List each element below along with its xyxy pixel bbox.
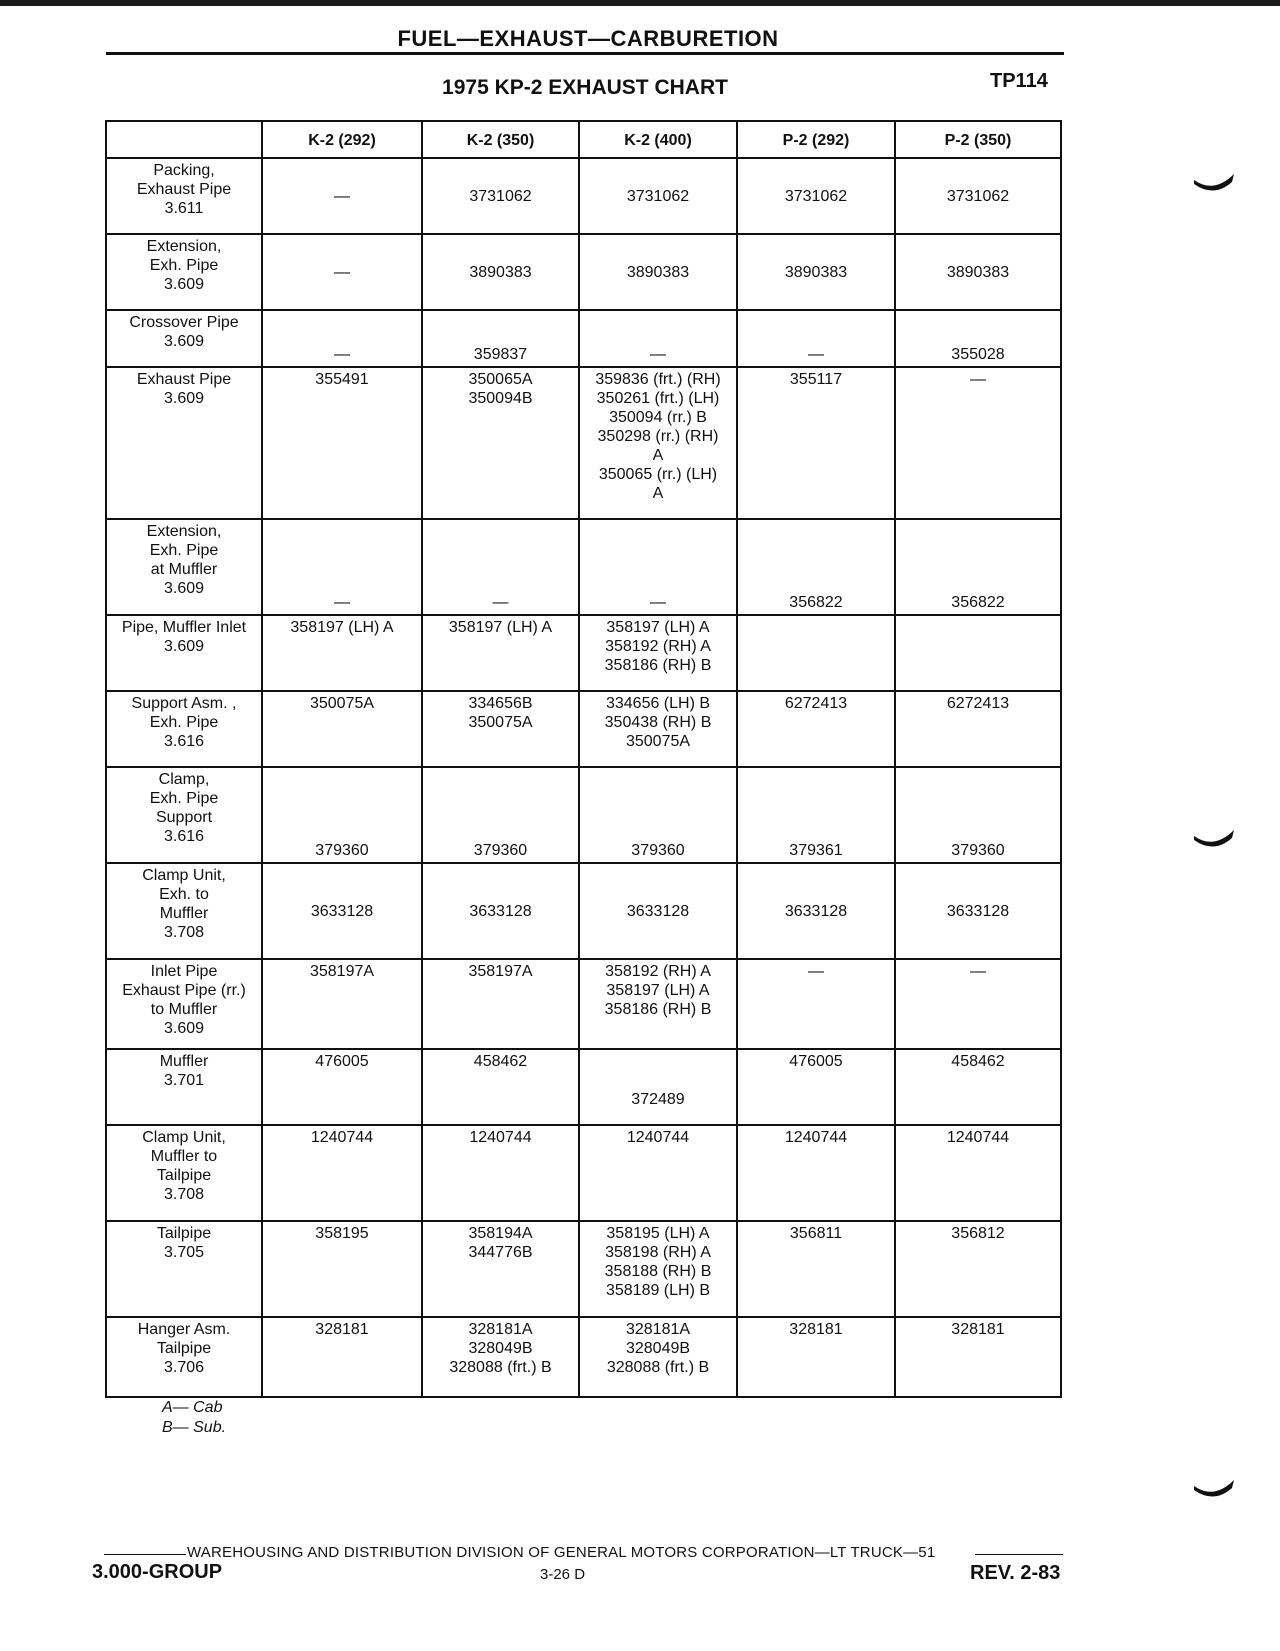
table-cell: 359836 (frt.) (RH) 350261 (frt.) (LH) 350094 (rr.) B 350298 (rr.) (RH) A 350065 (rr.) (LH) A bbox=[579, 367, 737, 519]
table-cell: 458462 bbox=[895, 1049, 1061, 1125]
table-cell: 379360 bbox=[895, 767, 1061, 863]
table-cell: — bbox=[579, 519, 737, 615]
table-cell: 1240744 bbox=[895, 1125, 1061, 1221]
table-cell: 3633128 bbox=[579, 863, 737, 959]
row-label: Exhaust Pipe 3.609 bbox=[106, 367, 262, 519]
row-label: Support Asm. , Exh. Pipe 3.616 bbox=[106, 691, 262, 767]
table-cell: 358194A 344776B bbox=[422, 1221, 579, 1317]
legend bbox=[162, 1398, 226, 1438]
table-cell: 355491 bbox=[262, 367, 422, 519]
table-row bbox=[106, 1125, 1061, 1221]
table-cell: — bbox=[737, 959, 895, 1049]
table-cell: 328181 bbox=[737, 1317, 895, 1397]
table-row bbox=[106, 1317, 1061, 1397]
table-cell: 350075A bbox=[262, 691, 422, 767]
table-cell: 372489 bbox=[579, 1049, 737, 1125]
table-cell: — bbox=[422, 519, 579, 615]
table-cell: 355117 bbox=[737, 367, 895, 519]
binder-mark-icon bbox=[1192, 828, 1238, 848]
table-cell: 358195 (LH) A 358198 (RH) A 358188 (RH) B 358189 (LH) B bbox=[579, 1221, 737, 1317]
table-cell: 355028 bbox=[895, 310, 1061, 367]
table-row bbox=[106, 615, 1061, 691]
legend-item: B— Sub. bbox=[162, 1419, 227, 1436]
table-cell: 3890383 bbox=[737, 234, 895, 310]
binder-mark-icon bbox=[1192, 172, 1238, 192]
table-cell: 3731062 bbox=[895, 158, 1061, 234]
table-row bbox=[106, 863, 1061, 959]
table-cell: — bbox=[262, 310, 422, 367]
footer-rule-right bbox=[975, 1554, 1063, 1555]
table-cell: 358195 bbox=[262, 1221, 422, 1317]
table-cell: 3633128 bbox=[262, 863, 422, 959]
column-header: P-2 (350) bbox=[895, 121, 1061, 158]
table-cell: 328181A 328049B 328088 (frt.) B bbox=[422, 1317, 579, 1397]
table-cell: 358197 (LH) A bbox=[422, 615, 579, 691]
table-cell: 328181 bbox=[895, 1317, 1061, 1397]
table-cell: 3731062 bbox=[737, 158, 895, 234]
binder-mark-icon bbox=[1192, 1478, 1238, 1498]
table-cell: 3633128 bbox=[422, 863, 579, 959]
table-cell: 356811 bbox=[737, 1221, 895, 1317]
section-title: FUEL—EXHAUST—CARBURETION bbox=[397, 26, 779, 51]
table-cell: — bbox=[895, 959, 1061, 1049]
footer-publisher-line: WAREHOUSING AND DISTRIBUTION DIVISION OF GENERAL MOTORS CORPORATION—LT TRUCK—51 bbox=[187, 1544, 936, 1561]
table-cell: 334656 (LH) B 350438 (RH) B 350075A bbox=[579, 691, 737, 767]
row-label: Clamp, Exh. Pipe Support 3.616 bbox=[106, 767, 262, 863]
table-row bbox=[106, 767, 1061, 863]
row-label: Clamp Unit, Muffler to Tailpipe 3.708 bbox=[106, 1125, 262, 1221]
row-label: Inlet Pipe Exhaust Pipe (rr.) to Muffler 3.609 bbox=[106, 959, 262, 1049]
table-cell: 6272413 bbox=[895, 691, 1061, 767]
legend-item: A— Cab bbox=[162, 1399, 223, 1416]
table-cell: 356822 bbox=[895, 519, 1061, 615]
row-label: Muffler 3.701 bbox=[106, 1049, 262, 1125]
table-row bbox=[106, 310, 1061, 367]
table-cell: 6272413 bbox=[737, 691, 895, 767]
column-header bbox=[106, 121, 262, 158]
title-underline bbox=[106, 52, 1064, 55]
chart-title: 1975 KP-2 EXHAUST CHART bbox=[442, 76, 728, 99]
table-row bbox=[106, 959, 1061, 1049]
row-label: Extension, Exh. Pipe at Muffler 3.609 bbox=[106, 519, 262, 615]
table-cell: 358197A bbox=[262, 959, 422, 1049]
table-cell: 358192 (RH) A 358197 (LH) A 358186 (RH) B bbox=[579, 959, 737, 1049]
table-cell: 1240744 bbox=[422, 1125, 579, 1221]
table-cell: — bbox=[262, 519, 422, 615]
row-label: Pipe, Muffler Inlet 3.609 bbox=[106, 615, 262, 691]
table-cell: — bbox=[737, 310, 895, 367]
table-cell: 328181A 328049B 328088 (frt.) B bbox=[579, 1317, 737, 1397]
table-cell: 350065A 350094B bbox=[422, 367, 579, 519]
table-cell: 334656B 350075A bbox=[422, 691, 579, 767]
table-cell: 358197A bbox=[422, 959, 579, 1049]
table-row bbox=[106, 1049, 1061, 1125]
table-cell: — bbox=[262, 158, 422, 234]
row-label: Packing, Exhaust Pipe 3.611 bbox=[106, 158, 262, 234]
exhaust-chart-table bbox=[105, 120, 1062, 1398]
table-cell: 379360 bbox=[579, 767, 737, 863]
table-cell: 1240744 bbox=[579, 1125, 737, 1221]
row-label: Hanger Asm. Tailpipe 3.706 bbox=[106, 1317, 262, 1397]
table-row bbox=[106, 367, 1061, 519]
table-cell: 379360 bbox=[262, 767, 422, 863]
footer-rule-left bbox=[104, 1554, 186, 1555]
table-cell: 476005 bbox=[262, 1049, 422, 1125]
table-cell: 3731062 bbox=[579, 158, 737, 234]
column-header: P-2 (292) bbox=[737, 121, 895, 158]
table-cell: — bbox=[895, 367, 1061, 519]
footer-page-number: 3-26 D bbox=[540, 1566, 586, 1583]
table-cell: 3633128 bbox=[895, 863, 1061, 959]
table-cell bbox=[895, 615, 1061, 691]
table-header-row bbox=[106, 121, 1061, 158]
table-cell: — bbox=[579, 310, 737, 367]
table-row bbox=[106, 1221, 1061, 1317]
table-row bbox=[106, 158, 1061, 234]
column-header: K-2 (350) bbox=[422, 121, 579, 158]
table-cell: 3890383 bbox=[579, 234, 737, 310]
row-label: Crossover Pipe 3.609 bbox=[106, 310, 262, 367]
table-cell: 356812 bbox=[895, 1221, 1061, 1317]
table-row bbox=[106, 519, 1061, 615]
table-cell: 328181 bbox=[262, 1317, 422, 1397]
table-cell: 476005 bbox=[737, 1049, 895, 1125]
table-cell: 458462 bbox=[422, 1049, 579, 1125]
footer-revision: REV. 2-83 bbox=[970, 1562, 1061, 1584]
table-cell: — bbox=[262, 234, 422, 310]
table-row bbox=[106, 691, 1061, 767]
table-cell: 1240744 bbox=[262, 1125, 422, 1221]
table-cell: 3890383 bbox=[422, 234, 579, 310]
column-header: K-2 (292) bbox=[262, 121, 422, 158]
row-label: Clamp Unit, Exh. to Muffler 3.708 bbox=[106, 863, 262, 959]
table-cell: 3633128 bbox=[737, 863, 895, 959]
column-header: K-2 (400) bbox=[579, 121, 737, 158]
table-cell: 356822 bbox=[737, 519, 895, 615]
table-cell: 1240744 bbox=[737, 1125, 895, 1221]
table-cell: 359837 bbox=[422, 310, 579, 367]
table-cell: 358197 (LH) A bbox=[262, 615, 422, 691]
table-cell: 358197 (LH) A 358192 (RH) A 358186 (RH) B bbox=[579, 615, 737, 691]
table-cell: 3731062 bbox=[422, 158, 579, 234]
row-label: Extension, Exh. Pipe 3.609 bbox=[106, 234, 262, 310]
table-cell: 379361 bbox=[737, 767, 895, 863]
row-label: Tailpipe 3.705 bbox=[106, 1221, 262, 1317]
table-row bbox=[106, 234, 1061, 310]
chart-code: TP114 bbox=[990, 70, 1048, 92]
table-cell: 3890383 bbox=[895, 234, 1061, 310]
footer-group: 3.000-GROUP bbox=[92, 1561, 223, 1583]
table-cell bbox=[737, 615, 895, 691]
table-cell: 379360 bbox=[422, 767, 579, 863]
top-border-rule bbox=[0, 0, 1280, 6]
